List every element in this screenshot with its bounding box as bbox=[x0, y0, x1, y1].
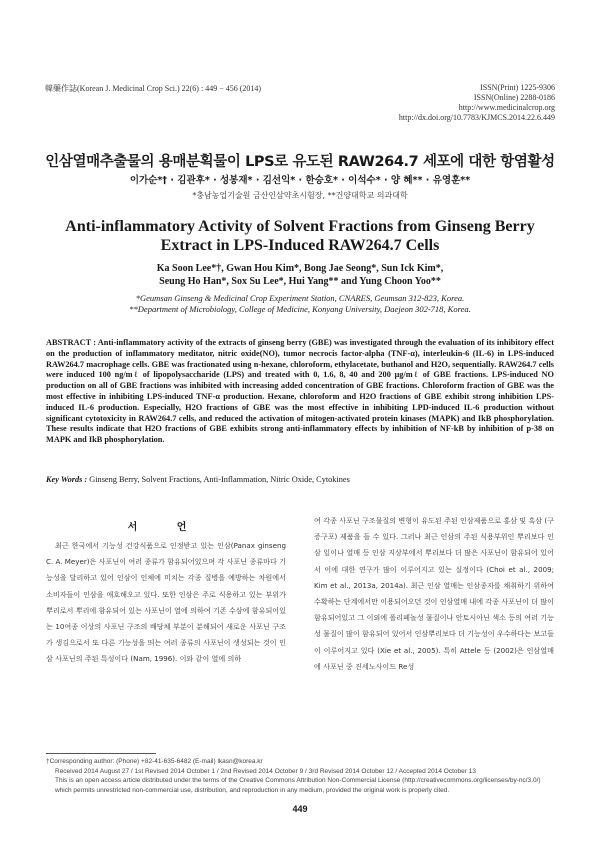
english-affiliations bbox=[60, 293, 540, 315]
doi-link[interactable]: http://dx.doi.org/10.7783/KJMCS.2014.22.6.449 bbox=[398, 113, 555, 122]
english-title: Anti-inflammatory Activity of Solvent Fractions from Ginseng Berry Extract in LPS-Induced RAW264.7 Cells bbox=[65, 218, 535, 254]
journal-website-link[interactable]: http://www.medicinalcrop.org bbox=[458, 103, 555, 112]
issn-print: ISSN(Print) 1225-9306 bbox=[480, 83, 555, 92]
korean-authors: 이가순*† · 김관후* · 성봉재* · 김선익* · 한승호* · 이석수* · 양 혜** · 유영훈** bbox=[129, 175, 471, 186]
english-authors-line-2: Seung Ho Han*, Sox Su Lee*, Hui Yang** and Yung Choon Yoo** bbox=[159, 276, 441, 287]
footnote-divider bbox=[46, 753, 156, 754]
korean-title: 인삼열매추출물의 용매분획물이 LPS로 유도된 RAW264.7 세포에 대한 항염활성 bbox=[45, 154, 555, 170]
abstract: ABSTRACT : Anti-inflammatory activity of the extracts of ginseng berry (GBE) was investigated through the evaluation of its inhibitory effect on the production of inflammatory meditator, nitric oxide(NO), tumor necrocis factor-alpha (TNF-α), interleukin-6 (IL-6) in LPS-induced RAW264.7 macrophage cells. GBE was fractionated using n-hexane, chloroform, ethylacetate, buthanol and H2O, sequentially. RAW264.7 cells were induced 100 ng/mℓ of lipopolysaccharide (LPS) and treated with 0, 1.6, 8, 40 and 200 μg/mℓ of GBE fractions. LPS-induced NO production on all of GBE fractions was inhibited with increasing added concentration of GBE fractions. Chloroform fraction of GBE was the most effective in inhibiting LPS-induced TNF-α production. Hexane, chloroform and H2O fractions of GBE exhibit strong inhibition LPS-induced IL-6 production. Especially, H2O fractions of GBE was the most effective in inhibiting LPD-induced IL-6 production without significant cytotoxicity in RAW264.7 cells, and reduced the activation of mitogen-activated protein kinases (MAPK) and IkB phosphorylation. These results indicate that H2O fractions of GBE exhibits strong anti-inflammatory effects by inhibition of NF-kB by inhibition of p-38 on MAPK and IkB phosphorylation. bbox=[46, 338, 554, 445]
issn-block bbox=[385, 83, 555, 123]
footnote bbox=[46, 757, 554, 795]
license-notice: This is an open access article distributed under the terms of the Creative Commons Attribution Non-Commercial License (http://creativecommons.org/licenses/by-nc/3.0/) which permits unrestricted non-commercial use, distribution, and reproduction in any medium, provided the original work is properly cited. bbox=[55, 777, 541, 794]
corresponding-author: †Corresponding author: (Phone) +82-41-635-6482 (E-mail) lkasn@korea.kr bbox=[46, 758, 263, 765]
page-number: 449 bbox=[292, 804, 308, 814]
body-left-column: 최근 한국에서 기능성 건강식품으로 인정받고 있는 인삼(Panax ginseng C. A. Meyer)은 사포닌이 여러 종류가 함유되어있으며 각 사포닌 종류마다 기능성을 달리하고 있어 인삼이 인체에 미치는 각종 질병을 예방하는 차원에서 소비자들이 인삼을 애호해오고 있다. 또한 인삼은 주로 식용하고 있는 부위가 뿌리로서 뿌리에 함유되어 있는 사포닌이 열에 의하여 기존 수삼에 함유되어있는 10여종 이상의 사포닌 구조의 배당체 부분이 분해되어 새로운 사포닌 구조가 생김으로서 또 다른 기능성을 띄는 여러 종류의 사포닌이 생성되는 것이 인삼 사포닌의 주된 특성이다 (Nam, 1996). 이와 같이 열에 의하 bbox=[46, 541, 286, 664]
english-affiliation-2: **Department of Microbiology, College of Medicine, Konyang University, Daejeon 302-718, Korea. bbox=[129, 304, 471, 314]
english-authors-line-1: Ka Soon Lee*†, Gwan Hou Kim*, Bong Jae Seong*, Sun Ick Kim*, bbox=[156, 263, 444, 274]
received-dates: Received 2014 August 27 / 1st Revised 2014 October 1 / 2nd Revised 2014 October 9 / 3rd Revised 2014 October 12 / Accepted 2014 October 13 bbox=[55, 767, 476, 775]
issn-online: ISSN(Online) 2288-0186 bbox=[473, 93, 555, 102]
keywords-list: Ginseng Berry, Solvent Fractions, Anti-Inflammation, Nitric Oxide, Cytokines bbox=[87, 475, 350, 484]
journal-citation: 韓藥作誌(Korean J. Medicinal Crop Sci.) 22(6) : 449 − 456 (2014) bbox=[45, 84, 262, 93]
korean-affiliation: *충남농업기술원 금산인삼약초시험장, **건양대학교 의과대학 bbox=[192, 191, 408, 200]
body-right-column: 여 각종 사포닌 구조물질의 변형이 유도된 주된 인삼제품으로 홍삼 및 흑삼 (구증구포) 제품을 들 수 있다. 그러나 최근 인삼의 주된 식용부위인 뿌리보다 인삼 잎이나 열매 등 인삼 지상부에서 뿌리보다 더 많은 사포닌이 함유되어 있어서 이에 대한 연구가 많이 이루어지고 있는 실정이다 (Choi et al., 2009; Kim et al., 2013a, 2014a). 최근 인삼 열매는 인삼종자를 채취하기 위하여 수확하는 단계에서만 이용되어오던 것이 인삼열매 내에 각종 사포닌이 더 많이 함유되어있고 그 이외에 폴리페놀성 물질이나 안토시아닌 색소 등의 여러 기능성 물질이 많이 함유되어 있어서 인삼뿌리보다 더 기능성이 우수하다는 보고들이 이루어지고 있다 (Xie et al., 2005). 특히 Attele 등 (2002)은 인삼열매에 사포닌 중 진세노사이드 Re성 bbox=[314, 516, 554, 671]
section-heading-introduction: 서 언 bbox=[127, 522, 205, 533]
english-affiliation-1: *Geumsan Ginseng & Medicinal Crop Experiment Station, CNARES, Geumsan 312-823, Korea. bbox=[135, 293, 465, 303]
english-authors bbox=[90, 262, 510, 288]
keywords-label: Key Words : bbox=[46, 475, 88, 484]
keywords bbox=[46, 475, 554, 484]
